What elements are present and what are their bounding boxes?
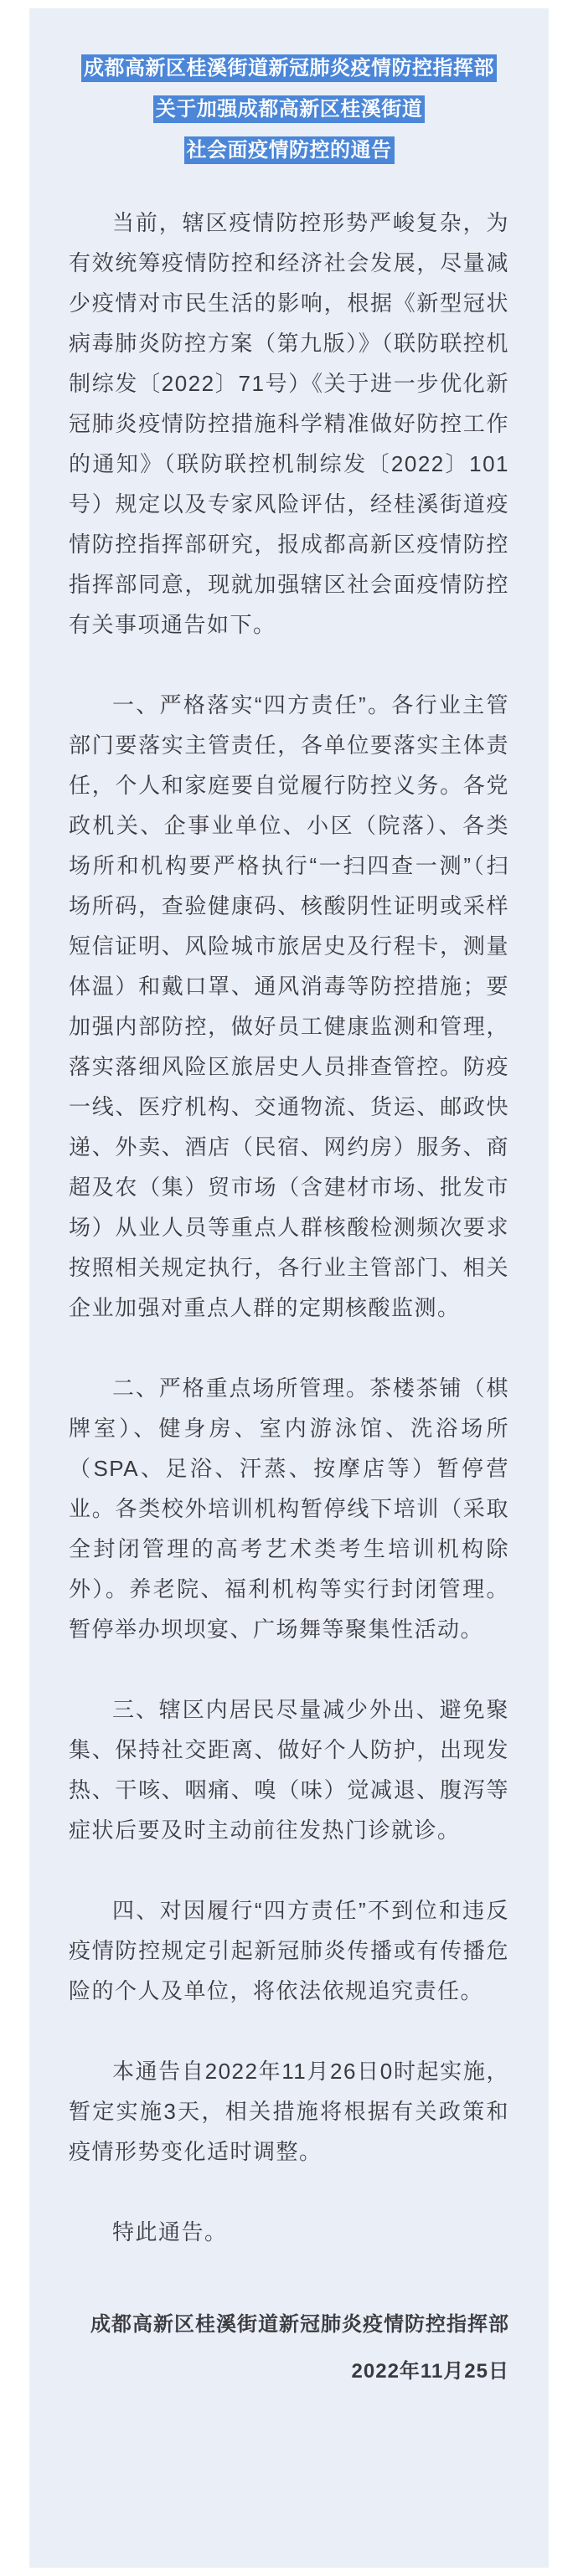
notice-body [69, 203, 509, 2252]
notice-paragraph: 本通告自2022年11月26日0时起实施，暂定实施3天，相关措施将根据有关政策和疫情形势变化适时调整。 [69, 2059, 509, 2164]
notice-paragraph: 二、严格重点场所管理。茶楼茶铺（棋牌室）、健身房、室内游泳馆、洗浴场所（SPA、足浴、汗蒸、按摩店等）暂停营业。各类校外培训机构暂停线下培训（采取全封闭管理的高考艺术类考生培训机构除外）。养老院、福利机构等实行封闭管理。暂停举办坝坝宴、广场舞等聚集性活动。 [69, 1375, 509, 1642]
notice-paragraph: 当前，辖区疫情防控形势严峻复杂，为有效统筹疫情防控和经济社会发展，尽量减少疫情对市民生活的影响，根据《新型冠状病毒肺炎防控方案（第九版）》（联防联控机制综发〔2022〕71号）《关于进一步优化新冠肺炎疫情防控措施科学精准做好防控工作的通知》（联防联控机制综发〔2022〕101号）规定以及专家风险评估，经桂溪街道疫情防控指挥部研究，报成都高新区疫情防控指挥部同意，现就加强辖区社会面疫情防控有关事项通告如下。 [69, 210, 509, 637]
notice-paragraph: 三、辖区内居民尽量减少外出、避免聚集、保持社交距离、做好个人防护，出现发热、干咳、咽痛、嗅（味）觉减退、腹泻等症状后要及时主动前往发热门诊就诊。 [69, 1697, 509, 1843]
notice-paragraph: 一、严格落实“四方责任”。各行业主管部门要落实主管责任，各单位要落实主体责任，个人和家庭要自觉履行防控义务。各党政机关、企事业单位、小区（院落）、各类场所和机构要严格执行“一扫四查一测”（扫场所码，查验健康码、核酸阴性证明或采样短信证明、风险城市旅居史及行程卡，测量体温）和戴口罩、通风消毒等防控措施；要加强内部防控，做好员工健康监测和管理，落实落细风险区旅居史人员排查管控。防疫一线、医疗机构、交通物流、货运、邮政快递、外卖、酒店（民宿、网约房）服务、商超及农（集）贸市场（含建材市场、批发市场）从业人员等重点人群核酸检测频次要求按照相关规定执行，各行业主管部门、相关企业加强对重点人群的定期核酸监测。 [69, 692, 509, 1320]
notice-title-line-text: 成都高新区桂溪街道新冠肺炎疫情防控指挥部 [81, 54, 497, 82]
notice-title-line [69, 95, 509, 123]
notice-title [69, 54, 509, 164]
date-line: 2022年11月25日 [351, 2360, 509, 2383]
notice-title-line-text: 社会面疫情防控的通告 [184, 136, 395, 164]
notice-title-line [69, 136, 509, 164]
notice-paragraph: 特此通告。 [112, 2219, 228, 2244]
notice-paragraph: 四、对因履行“四方责任”不到位和违反疫情防控规定引起新冠肺炎传播或有传播危险的个人及单位，将依法依规追究责任。 [69, 1898, 509, 2003]
notice-title-line-text: 关于加强成都高新区桂溪街道 [153, 95, 426, 123]
signature-block [69, 2311, 509, 2386]
notice-title-line [69, 54, 509, 82]
issuer-line: 成都高新区桂溪街道新冠肺炎疫情防控指挥部 [90, 2313, 509, 2336]
notice-page [0, 8, 578, 2576]
notice-panel [29, 8, 549, 2568]
